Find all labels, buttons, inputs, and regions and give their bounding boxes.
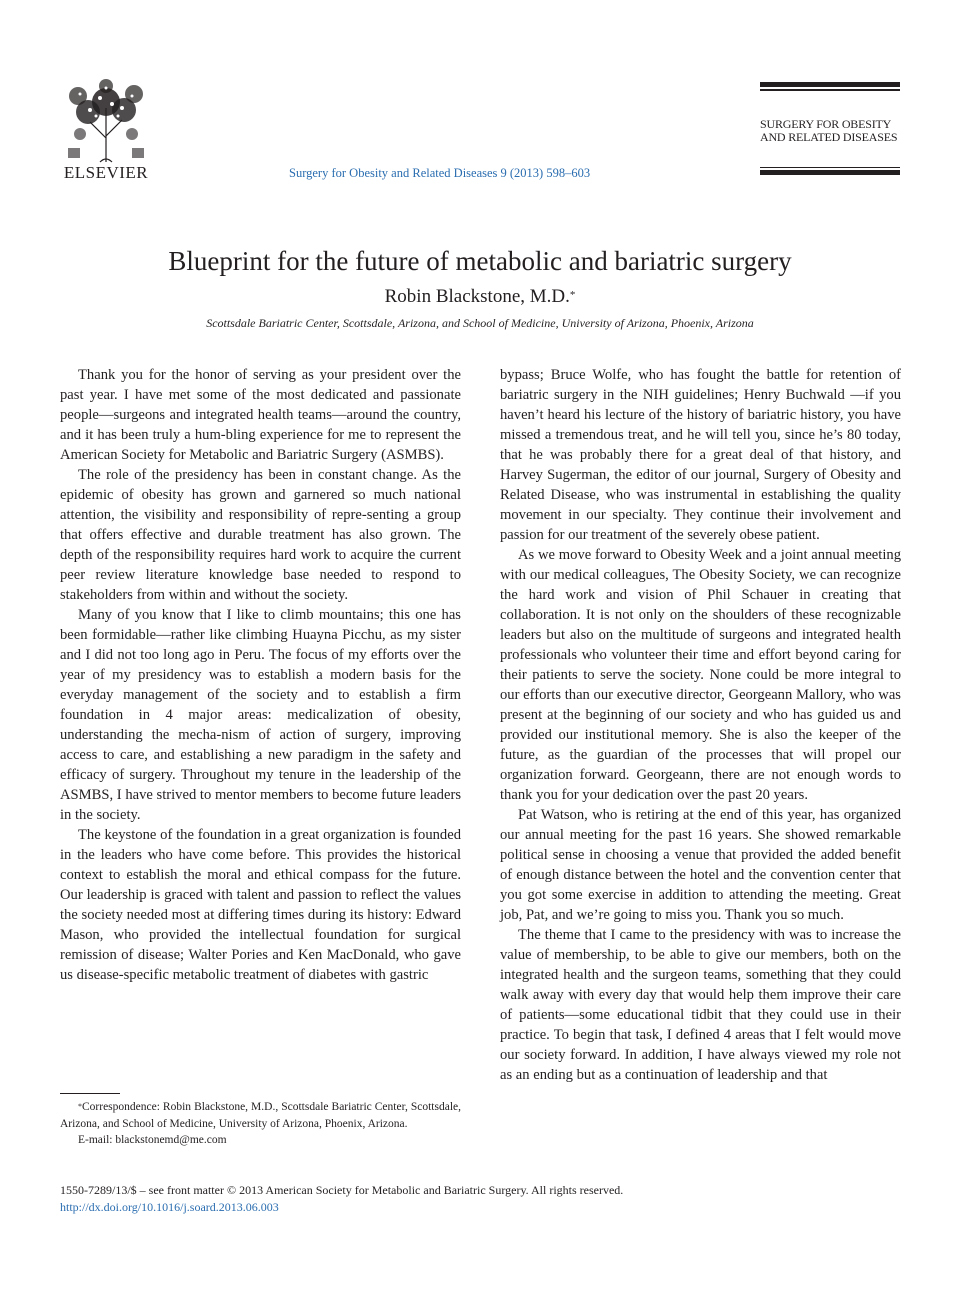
author-footnote-mark[interactable]: * xyxy=(569,289,576,301)
paragraph: Pat Watson, who is retiring at the end of this year, has organized our annual meeting for the past 16 years. She showed remarkable political sense in choosing a venue that provided the added benefit of enough distance between the hotel and the convention center that you got some exercise in addition to attending the meeting. Great job, Pat, and we’re going to miss you. Thank you so much. xyxy=(500,807,901,923)
paragraph: As we move forward to Obesity Week and a joint annual meeting with our medical colleagues, The Obesity Society, we can recognize the hard work and vision of Phil Schauer in creating that collaboration. It is not only on the shoulders of these recognizable leaders but also on the multitude of surgeons and integrated health professionals who volunteer their time and effort beyond caring for their patients to serve the society. None could be more integral to our efforts than our executive director, Georgeann Mallory, who was present at the beginning of our society and who has guided us and provided our institutional memory. She is also the keeper of the future, as the guardian of the processes that will propel our organization forward. Georgeann, there are not enough words to thank you for your dedication over the past 20 years. xyxy=(500,547,901,803)
paragraph: The role of the presidency has been in constant change. As the epidemic of obesity has grown and garnered so much national attention, the visibility and responsibility of repre-senting a group that offers effective and durable treatment has also grown. The depth of the responsibility requires hard work to acquire the current peer review literature knowledge base needed to respond to stakeholders from within and without the society. xyxy=(60,467,461,603)
journal-name-line2: AND RELATED DISEASES xyxy=(760,129,898,144)
footnote-rule xyxy=(60,1093,120,1094)
footnote xyxy=(60,1099,461,1149)
masthead-rule-bottom xyxy=(760,170,900,175)
paragraph: bypass; Bruce Wolfe, who has fought the battle for retention of bariatric surgery in the NIH guidelines; Henry Buchwald —if you haven’t heard his lecture of the history of bariatric history, you have missed a tremendous treat, and he will tell you, since he’s 80 today, that he was probably there for a great deal of that history, and Harvey Sugerman, the editor of our journal, Surgery of Obesity and Related Disease, who was instrumental in establishing the quality movement in our specialty. They continue their involvement and passion for our treatment of the severely obese patient. xyxy=(500,367,901,543)
paragraph: Thank you for the honor of serving as your president over the past year. I have met some of the most dedicated and passionate people—surgeons and integrated health teams—around the country, and it has been truly a hum-bling experience for me to represent the American Society for Metabolic and Bariatric Surgery (ASMBS). xyxy=(60,367,461,463)
correspondence-text: Correspondence: Robin Blackstone, M.D., Scottsdale Bariatric Center, Scottsdale, Arizona, and School of Medicine, University of Arizona, Phoenix, Arizona. xyxy=(60,1101,461,1130)
journal-citation[interactable]: Surgery for Obesity and Related Diseases 9 (2013) 598–603 xyxy=(289,166,591,180)
author-name: Robin Blackstone, M.D. xyxy=(384,286,570,307)
paragraph: The keystone of the foundation in a great organization is founded in the leaders who have come before. This provides the historical context to establish the moral and ethical compass for the future. Our leadership is graced with talent and passion to reflect the values the society needed most at differing times during its history: Edward Mason, who provided the intellectual foundation for surgical remission of disease; Walter Pories and Ken MacDonald, who gave us disease-specific metabolic treatment of diabetes with gastric xyxy=(60,827,461,983)
article-title: Blueprint for the future of metabolic and bariatric surgery xyxy=(168,246,792,276)
paragraph: Many of you know that I like to climb mountains; this one has been formidable—rather like climbing Huayna Picchu, as my sister and I did not too long ago in Peru. The focus of my efforts over the year of my presidency was to establish a modern basis for the everyday management of the society and to establish a firm foundation in 4 major areas: medicalization of obesity, understanding the mecha-nism of action of surgery, improving access to care, and establishing a new paradigm in the safety and efficacy of surgery. Throughout my tenure in the leadership of the ASMBS, I have strived to mentor members to become future leaders in the society. xyxy=(60,607,461,823)
masthead-rule-top-thin xyxy=(760,89,900,91)
masthead-rule-bottom-thin xyxy=(760,167,900,169)
journal-masthead xyxy=(760,82,900,175)
page-footer xyxy=(60,1182,623,1216)
masthead-rule-top xyxy=(760,82,900,87)
body-column-right xyxy=(500,365,901,1085)
elsevier-tree-icon xyxy=(60,78,152,164)
article-author xyxy=(0,285,960,309)
footnote-mark: * xyxy=(78,1102,82,1111)
publisher-name: ELSEVIER xyxy=(63,163,149,182)
footnote-correspondence xyxy=(60,1099,461,1132)
publisher-logo xyxy=(58,78,154,182)
doi-link[interactable]: http://dx.doi.org/10.1016/j.soard.2013.06.003 xyxy=(60,1200,279,1214)
author-affiliation: Scottsdale Bariatric Center, Scottsdale, Arizona, and School of Medicine, University of Arizona, Phoenix, Arizona xyxy=(206,316,754,330)
journal-name xyxy=(760,118,900,144)
body-column-left xyxy=(60,365,461,985)
paragraph: The theme that I came to the presidency with was to increase the value of membership, to be able to give our members, both on the integrated health and the surgeon teams, something that they could walk away with every day that would help them improve their care of patients—some educational tidbit that they could use in their practice. To begin that task, I defined 4 areas that I felt would move our society forward. In addition, I have always viewed my role not as an ending but as a continuation of leadership and that xyxy=(500,927,901,1083)
copyright-line: 1550-7289/13/$ – see front matter © 2013 American Society for Metabolic and Bariatric Surgery. All rights reserved. xyxy=(60,1183,624,1197)
journal-name-line1: SURGERY FOR OBESITY xyxy=(760,116,892,131)
footnote-email[interactable]: E-mail: blackstonemd@me.com xyxy=(78,1134,227,1146)
